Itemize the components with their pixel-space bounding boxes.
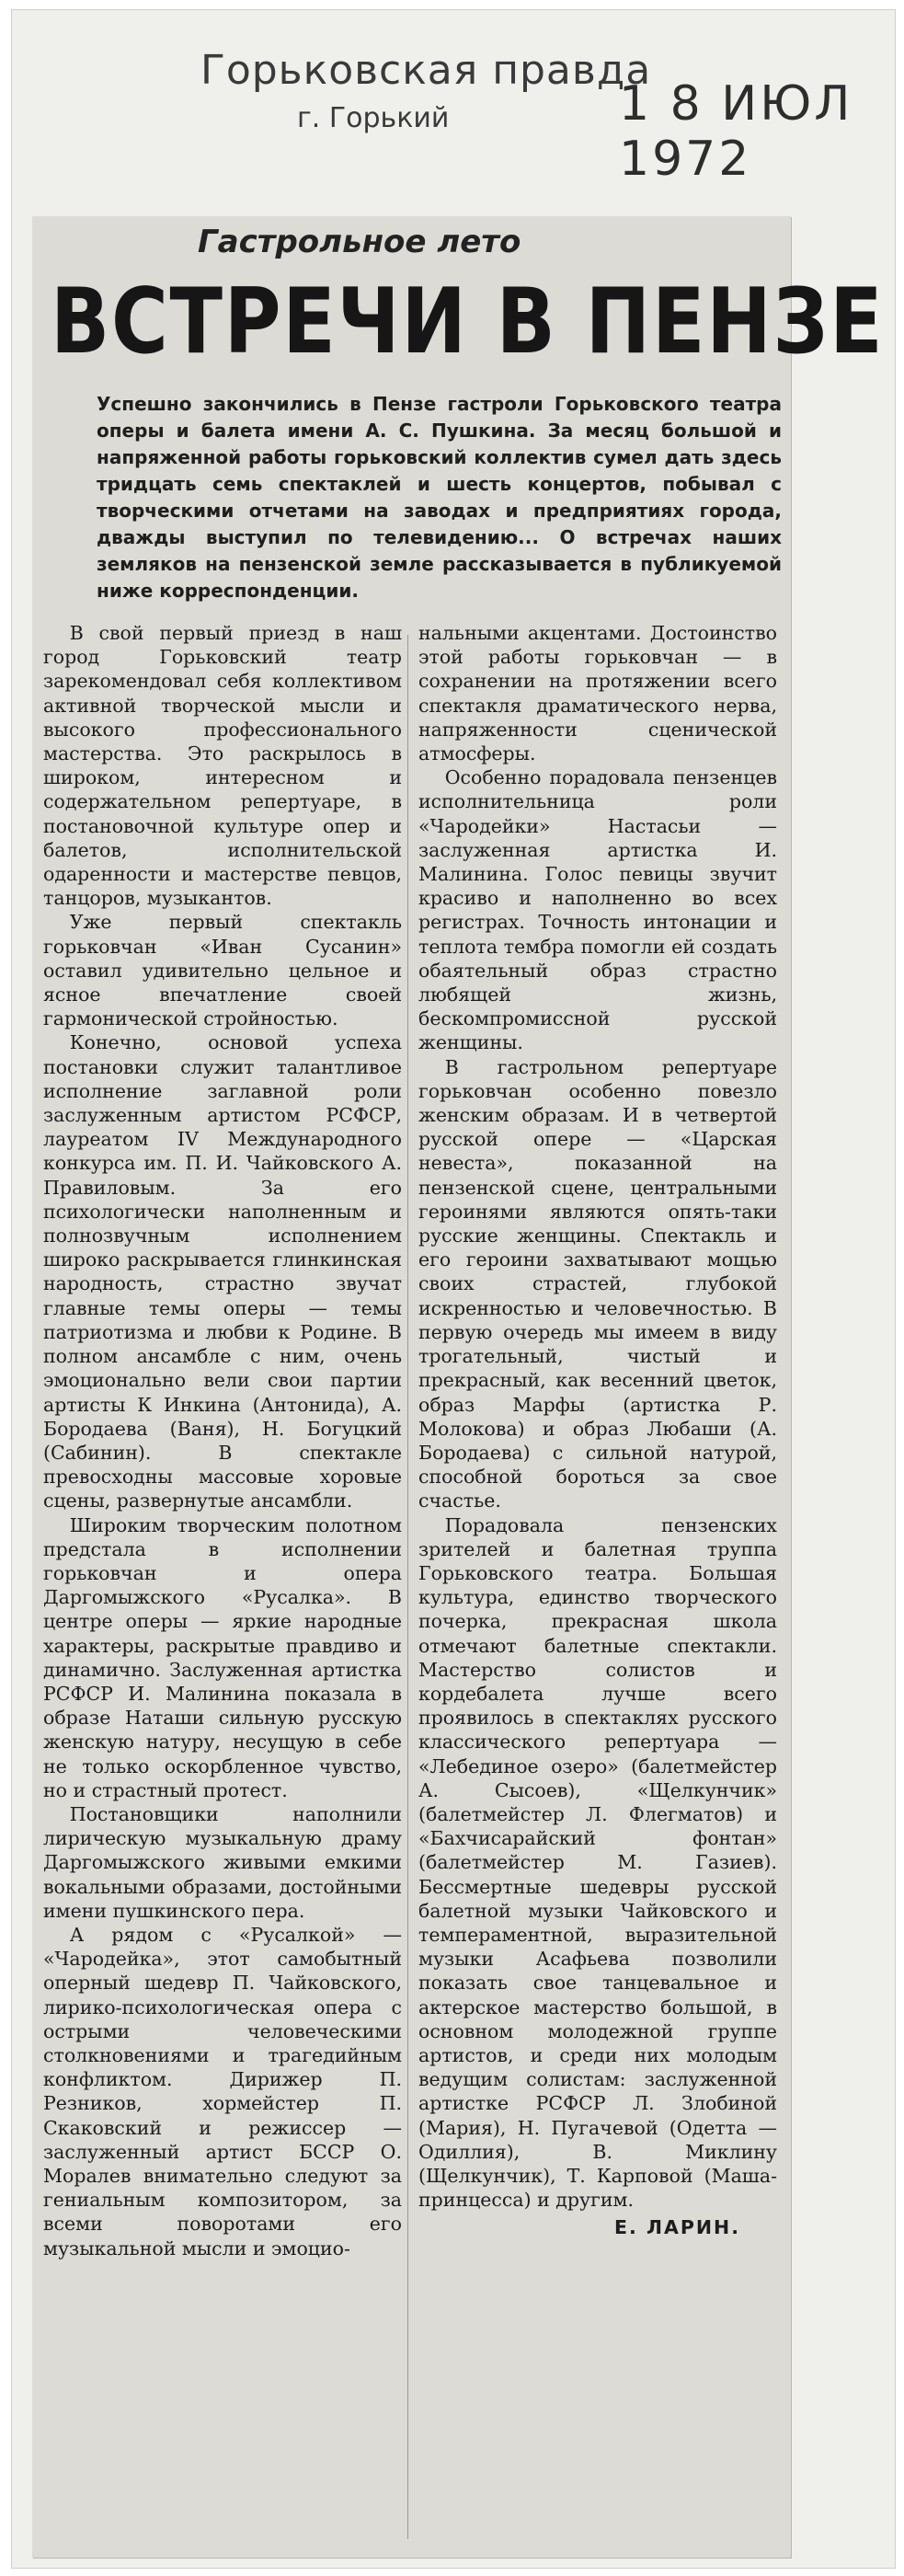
lead-paragraph: Успешно закончились в Пензе гастроли Горьковского театра оперы и балета имени А. С. Пушкина. За месяц большой и напряженной работы горьковский коллектив сумел дать здесь тридцать семь спектаклей и шесть концертов, побывал с творческими отчетами на заводах и предприятиях города, дважды выступил по телевидению... О встречах наших земляков на пензенской земле рассказывается в публикуемой ниже корреспонденции. — [97, 393, 782, 602]
paragraph: Уже первый спектакль горьковчан «Иван Сусанин» оставил удивительно цельное и ясное впечатление своей гармонической стройностью. — [43, 911, 402, 1030]
paragraph: Широким творческим полотном предстала в исполнении горьковчан и опера Даргомыжского «Русалка». В центре оперы — яркие народные характеры, раскрытые правдиво и динамично. Заслуженная артистка РСФСР И. Малинина показала в образе Наташи сильную русскую женскую натуру, несущую в себе не только оскорбленное чувство, но и страстный протест. — [43, 1513, 402, 1801]
newspaper-clipping — [32, 216, 885, 2558]
author-signature: Е. ЛАРИН. — [614, 2216, 740, 2239]
paragraph: В свой первый приезд в наш город Горьковский театр зарекомендовал себя коллективом активной творческой мысли и высокого профессионального мастерства. Это раскрылось в широком, интересном и содержательном репертуаре, в постановочной культуре опер и балетов, исполнительской одаренности и мастерстве певцов, танцоров, музыкантов. — [43, 622, 402, 910]
paragraph: Постановщики наполнили лирическую музыкальную драму Даргомыжского живыми емкими вокальными образами, достойными имени пушкинского пера. — [43, 1802, 402, 1922]
column-divider — [407, 635, 408, 2539]
article-column-left — [43, 621, 402, 2260]
article-column-right — [418, 621, 777, 2240]
paragraph: В гастрольном репертуаре горьковчан особенно повезло женским образам. И в четвертой русской опере — «Царская невеста», показанной на пензенской сцене, центральными героинями являются опять-таки русские женщины. Спектакль и его героини захватывают мощью своих страстей, глубокой искренностью и человечностью. В первую очередь мы имеем в виду трогательный, чистый и прекрасный, как весенний цветок, образ Марфы (артистка Р. Молокова) и образ Любаши (А. Бородаева) с сильной натурой, способной бороться за свое счастье. — [418, 1055, 777, 1512]
newspaper-city-stamp: г. Горький — [297, 102, 450, 134]
paragraph: Конечно, основой успеха постановки служит талантливое исполнение заглавной роли заслуженным артистом РСФСР, лауреатом IV Международного конкурса им. П. И. Чайковского А. Правиловым. За его психологически наполненным и полнозвучным исполнением широко раскрывается глинкинская народность, страстно звучат главные темы оперы — темы патриотизма и любви к Родине. В полном ансамбле с ним, очень эмоционально вели свои партии артисты К Инкина (Антонида), А. Бородаева (Ваня), Н. Богуцкий (Сабинин). В спектакле превосходны массовые хоровые сцены, развернутые ансамбли. — [43, 1031, 402, 1512]
headline: ВСТРЕЧИ В ПЕНЗЕ — [51, 270, 885, 374]
newspaper-source-stamp: Горьковская правда — [200, 47, 652, 94]
paragraph: А рядом с «Русалкой» — «Чародейка», этот самобытный оперный шедевр П. Чайковского, лирико-психологическая опера с острыми человеческими столкновениями и трагедийным конфликтом. Дирижер П. Резников, хормейстер П. Скаковский и режиссер — заслуженный артист БССР О. Моралев внимательно следуют за гениальным композитором, за всеми поворотами его музыкальной мысли и эмоцио- — [43, 1923, 402, 2260]
paragraph: Особенно порадовала пензенцев исполнительница роли «Чародейки» Настасьи — заслуженная артистка И. Малинина. Голос певицы звучит красиво и наполненно во всех регистрах. Точность интонации и теплота тембра помогли ей создать обаятельный образ страстно любящей жизнь, бескомпромиссной русской женщины. — [418, 766, 777, 1054]
paragraph: Порадовала пензенских зрителей и балетная труппа Горьковского театра. Большая культура, единство творческого почерка, прекрасная школа отмечают балетные спектакли. Мастерство солистов и кордебалета лучше всего проявилось в спектаклях русского классического репертуара — «Лебединое озеро» (балетмейстер А. Сысоев), «Щелкунчик» (балетмейстер Л. Флегматов) и «Бахчисарайский фонтан» (балетмейстер М. Газиев). Бессмертные шедевры русской балетной музыки Чайковского и темпераментной, выразительной музыки Асафьева позволили показать свое танцевальное и актерское мастерство большой, в основном молодежной группе артистов, и среди них молодым ведущим солистам: заслуженной артистке РСФСР Л. Злобиной (Мария), Н. Пугачевой (Одетта — Одиллия), В. Миклину (Щелкунчик), Т. Карповой (Маша-принцесса) и другим. — [418, 1513, 777, 2212]
date-stamp: 1 8 ИЮЛ 1972 — [619, 76, 853, 187]
rubric: Гастрольное лето — [198, 224, 521, 260]
paragraph: нальными акцентами. Достоинство этой работы горьковчан — в сохранении на протяжении всего спектакля драматического нерва, напряженности сценической атмосферы. — [418, 622, 777, 765]
